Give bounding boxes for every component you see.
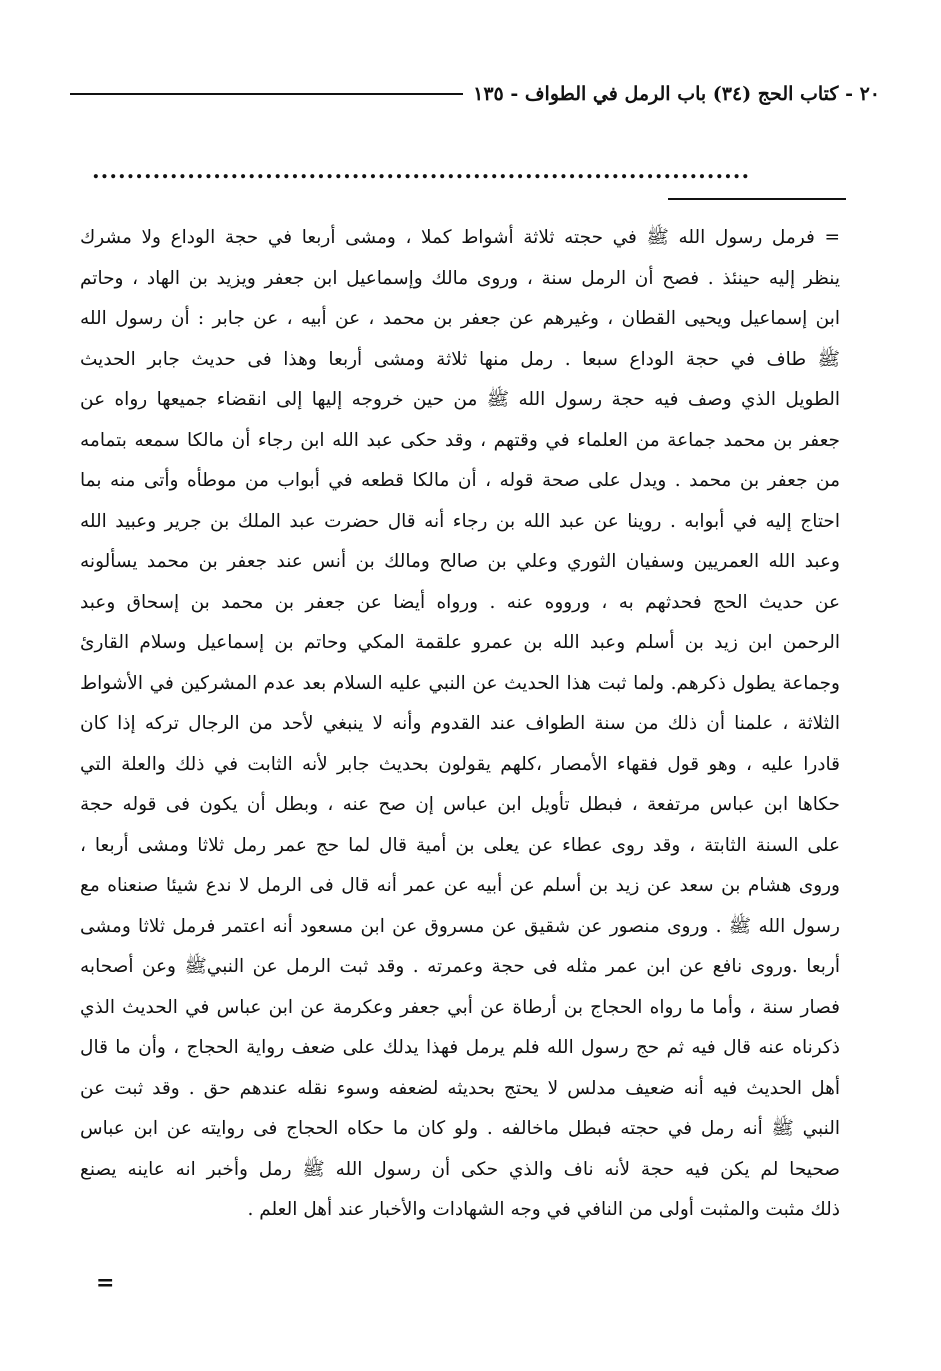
- text-line: قادرا عليه ، وهو قول فقهاء الأمصار ،كلهم يقولون بحديث جابر لأنه الثابت في ذلك والعلة التي: [80, 753, 840, 775]
- footnote-text: [80, 218, 840, 1231]
- text-line: احتاج إليه في أبوابه . روينا عن عبد الله بن رجاء أنه قال حضرت عبد الملك بن جرير وعبيد الله: [80, 510, 840, 532]
- continuation-mark: =: [96, 1270, 115, 1296]
- text-line: من جعفر بن محمد . ويدل على صحة قوله ، أن مالكا قطعه في أبواب من موطأه وأتى منه بما: [80, 470, 840, 491]
- text-line: الثلاثة ، علمنا أن ذلك من سنة الطواف عند القدوم وأنه لا ينبغي لأحد من الرجال تركه إذا كان: [80, 713, 840, 734]
- text-line: وعبد الله العمريين وسفيان الثوري وعلي بن صالح ومالك بن أنس عند جعفر بن محمد يسألونه: [80, 551, 840, 572]
- text-line: صحيحا لم يكن فيه حجة لأنه ناف والذي حكى أن رسول الله ﷺ رمل وأخبر انه عاينه يصنع: [80, 1158, 840, 1180]
- text-line: ذكرناه عنه قال فيه ثم حج رسول الله فلم يرمل فهذا يدلك على ضعف رواية الحجاج ، وأن ما قال: [80, 1037, 840, 1058]
- text-line: ابن إسماعيل ويحيى القطان ، وغيرهم عن جعفر بن محمد ، عن أبيه ، عن جابر : أن رسول الله: [80, 308, 840, 329]
- text-line: وروى هشام بن سعد عن زيد بن أسلم عن أبيه عن عمر أنه قال فى الرمل لا ندع شيئا صنعناه مع: [80, 875, 840, 896]
- text-line: جعفر بن محمد جماعة من العلماء في وقتهم ، وقد حكى عبد الله ابن رجاء أن مالكا سمعه بتمامه: [80, 429, 840, 451]
- text-line: رسول الله ﷺ . وروى منصور عن شقيق عن مسروق عن ابن مسعود أنه اعتمر فرمل ثلاثا ومشى: [80, 915, 840, 937]
- text-line: الرحمن ابن زيد بن أسلم وعبد الله بن عمرو علقمة المكي وحاتم بن إسماعيل وسلام القارئ: [80, 632, 840, 653]
- text-line: النبي ﷺ أنه رمل في حجته فبطل ماخالفه . ولو كان ما حكاه الحجاج فى روايته عن ابن عباس: [80, 1118, 840, 1139]
- text-line: حكاها ابن عباس مرتفعة ، فبطل تأويل ابن عباس إن صح عنه ، وبطل أن يكون فى قوله حجة: [80, 794, 840, 815]
- text-line: أهل الحديث فيه أنه ضعيف مدلس لا يحتج بحديثه لضعفه وسوء نقله عندهم حق . وقد ثبت عن: [80, 1077, 840, 1099]
- dotted-separator: ............................................................................: [92, 160, 751, 182]
- text-line: ينظر إليه حينئذ . فصح أن الرمل سنة ، وروى مالك وإسماعيل ابن جعفر ويزيد بن الهاد ، وحاتم: [80, 267, 840, 289]
- text-line: وجماعة يطول ذكرهم. ولما ثبت هذا الحديث عن النبي عليه السلام بعد عدم المشركين في الأشواط: [80, 672, 840, 694]
- running-title: ٢٠ - كتاب الحج (٣٤) باب الرمل في الطواف - ١٣٥: [473, 83, 880, 105]
- text-line: ذلك مثبت والمثبت أولى من النافي في وجه الشهادات والأخبار عند أهل العلم .: [247, 1199, 840, 1220]
- text-line: عن حديث الحج فحدثهم به ، ورووه عنه . ورواه أيضا عن جعفر بن محمد بن إسحاق وعبد: [80, 591, 840, 613]
- running-header: [70, 74, 880, 114]
- text-line: = فرمل رسول الله ﷺ في حجته ثلاثة أشواط كملا ، ومشى أربعا في حجة الوداع ولا مشرك: [80, 227, 840, 248]
- text-line: على السنة الثابتة ، وقد روى عطاء عن يعلى بن أمية قال لما حج عمر رمل ثلاثا ومشى أربعا ،: [80, 834, 840, 856]
- header-rule: [70, 93, 463, 95]
- text-line: فصار سنة ، وأما ما رواه الحجاج بن أرطاة عن أبي جعفر وعكرمة عن ابن عباس في الحديث الذي: [80, 996, 840, 1018]
- text-line: الطويل الذي وصف فيه حجة رسول الله ﷺ من حين خروجه إليها إلى انقضاء جميعها رواه عن: [80, 389, 840, 410]
- text-line: ﷺ طاف في حجة الوداع سبعا . رمل منها ثلاثة ومشى أربعا وهذا فى حديث جابر الحديث: [80, 348, 840, 370]
- text-line: أربعا .وروى نافع عن ابن عمر مثله فى حجة وعمرته . وقد ثبت الرمل عن النبيﷺ وعن أصحابه: [80, 956, 840, 977]
- footnote-rule: [668, 198, 846, 200]
